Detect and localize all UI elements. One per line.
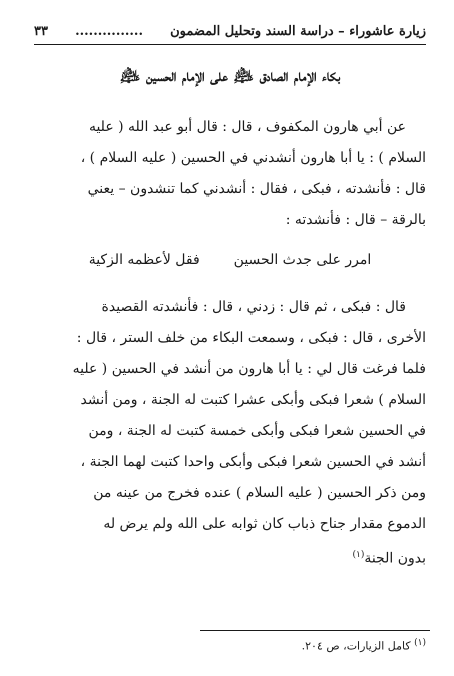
footnote-number: (١) [414,638,426,648]
paragraph-2-line: فلما فرغت قال لي : يا أبا هارون من أنشد في الحسين ( عليه [72,361,426,377]
paragraph-1-line: بالرقة – قال : فأنشدته : [285,212,426,228]
paragraph-2-line: قال : فبكى ، ثم قال : زدني ، قال : فأنشدته القصيدة [101,299,406,315]
header-rule [34,44,426,45]
verse-hemistich-2: فقل لأعظمه الزكية [88,252,200,268]
poetry-verse [34,252,426,268]
paragraph-2-line: في الحسين شعرا فبكى وأبكى خمسة كتبت له الجنة ، ومن [88,423,426,439]
paragraph-1-line: السلام ) : يا أبا هارون أنشدني في الحسين ( عليه السلام ) ، [80,150,426,166]
footnote-reference: (١) [352,550,365,560]
paragraph-2 [34,292,426,571]
paragraph-1-line: قال : فأنشدته ، فبكى ، فقال : أنشدني كما تنشدون – يعني [87,181,426,197]
paragraph-2-line: ومن ذكر الحسين ( عليه السلام ) عنده فخرج من عينه من [93,485,426,501]
paragraph-2-line: الدموع مقدار جناح ذباب كان ثوابه على الله ولم يرض له [103,516,426,532]
leader-dots: ............... [75,23,143,39]
running-header [34,20,426,42]
footnote-text: كامل الزيارات، ص ٢٠٤. [301,639,411,653]
paragraph-2-line: السلام ) شعرا فبكى وأبكى عشرا كتبت له الجنة ، ومن أنشد [80,392,426,408]
verse-hemistich-1: امرر على جدث الحسين [233,252,372,268]
paragraph-2-line: أنشد في الحسين شعرا فبكى وأبكى واحدا كتبت لهما الجنة ، [80,454,426,470]
footnote [34,638,426,653]
paragraph-2-last-line [34,540,426,571]
footnote-rule [200,630,430,631]
paragraph-1-line: عن أبي هارون المكفوف ، قال : قال أبو عبد الله ( عليه [88,119,406,135]
paragraph-1 [34,112,426,236]
section-title: بكاء الإمام الصادق ﵇ على الإمام الحسين ﵇ [119,66,341,85]
paragraph-2-line: الأخرى ، قال : فبكى ، وسمعت البكاء من خلف الستر ، قال : [76,330,426,346]
paragraph-2-line: بدون الجنة [364,550,426,567]
page-number: ٣٣ [34,23,48,39]
running-title: زيارة عاشوراء – دراسة السند وتحليل المضمون [170,23,426,39]
